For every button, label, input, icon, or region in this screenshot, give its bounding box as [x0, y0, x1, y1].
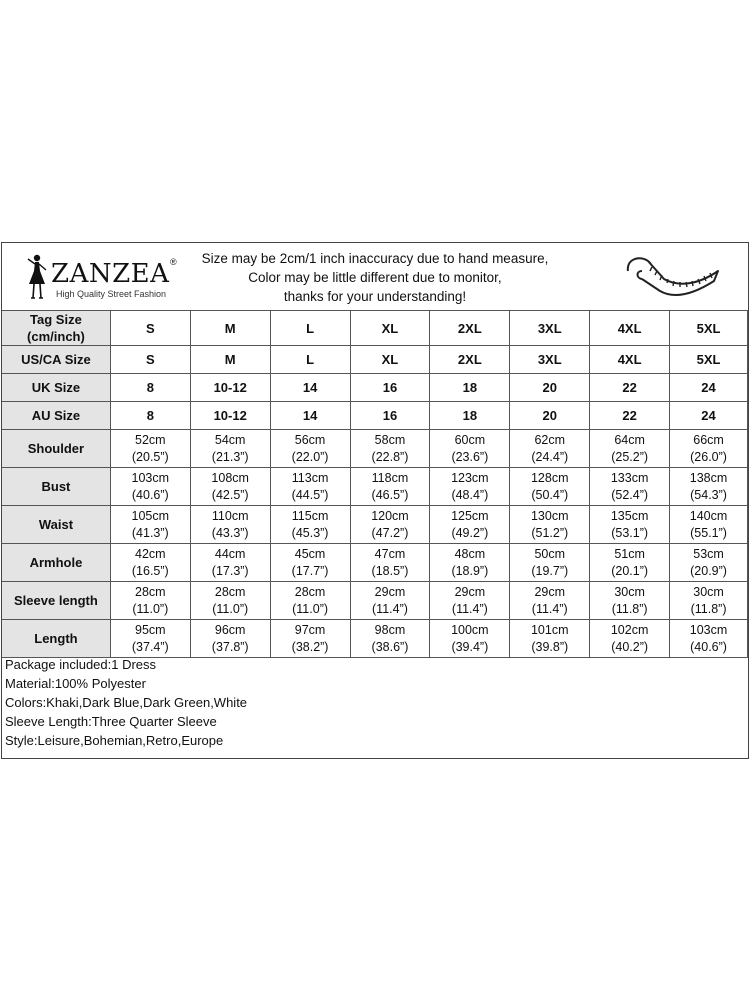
inch-value: (22.0”) [291, 449, 329, 464]
size-cell: XL [350, 346, 430, 374]
inch-value: (41.3”) [131, 525, 169, 540]
size-chart [1, 242, 749, 759]
disclaimer-notes [190, 249, 560, 306]
cm-value: 110cm [211, 508, 249, 523]
inch-value: (25.2”) [611, 449, 649, 464]
cm-value: 29cm [534, 584, 566, 599]
armhole-row [2, 544, 748, 582]
measure-cell [110, 620, 190, 658]
measure-cell [190, 430, 270, 468]
tag-size-row [2, 311, 748, 346]
cm-value: 98cm [374, 622, 406, 637]
measure-cell [350, 506, 430, 544]
cm-value: 30cm [693, 584, 724, 599]
inch-value: (48.4”) [451, 487, 489, 502]
info-line: Colors:Khaki,Dark Blue,Dark Green,White [5, 695, 248, 710]
measure-cell [590, 544, 670, 582]
tag-size-cell: XL [350, 311, 430, 346]
inch-value: (40.6”) [131, 487, 169, 502]
inch-value: (19.7”) [531, 563, 569, 578]
cm-value: 58cm [374, 432, 406, 447]
measure-cell [270, 620, 350, 658]
cm-value: 128cm [530, 470, 569, 485]
cm-value: 50cm [534, 546, 566, 561]
cm-value: 102cm [610, 622, 649, 637]
size-cell: 24 [670, 374, 748, 402]
inch-value: (11.4”) [372, 601, 408, 616]
tag-size-cell: 5XL [670, 311, 748, 346]
row-label: Waist [2, 506, 110, 544]
inch-value: (37.8”) [211, 639, 249, 654]
size-cell: 14 [270, 402, 350, 430]
measure-cell [430, 582, 510, 620]
measure-cell [190, 582, 270, 620]
cm-value: 62cm [534, 432, 566, 447]
size-cell: 8 [110, 402, 190, 430]
size-cell: 8 [110, 374, 190, 402]
measure-cell [190, 544, 270, 582]
size-cell: 14 [270, 374, 350, 402]
measure-cell [590, 620, 670, 658]
measure-cell [350, 620, 430, 658]
cm-value: 105cm [131, 508, 170, 523]
size-cell: 2XL [430, 346, 510, 374]
info-line: Sleeve Length:Three Quarter Sleeve [5, 714, 217, 729]
row-label: Sleeve length [2, 582, 110, 620]
inch-value: (26.0”) [690, 449, 727, 464]
row-label: Length [2, 620, 110, 658]
measure-cell [110, 544, 190, 582]
inch-value: (11.8”) [611, 601, 648, 616]
row-label: Bust [2, 468, 110, 506]
measure-cell [670, 468, 748, 506]
measure-cell [190, 620, 270, 658]
bust-row [2, 468, 748, 506]
cm-value: 47cm [374, 546, 406, 561]
size-cell: 10-12 [190, 374, 270, 402]
measure-cell [670, 506, 748, 544]
measure-cell [110, 430, 190, 468]
inch-value: (22.8”) [371, 449, 409, 464]
inch-value: (47.2”) [371, 525, 409, 540]
measure-cell [190, 506, 270, 544]
sleeve-length-row [2, 582, 748, 620]
size-cell: 4XL [590, 346, 670, 374]
tag-size-cell: S [110, 311, 190, 346]
measure-cell [590, 582, 670, 620]
cm-value: 103cm [131, 470, 170, 485]
cm-value: 101cm [530, 622, 569, 637]
measure-cell [590, 430, 670, 468]
waist-row [2, 506, 748, 544]
measure-cell [510, 544, 590, 582]
measure-cell [670, 620, 748, 658]
size-cell: 18 [430, 374, 510, 402]
cm-value: 133cm [610, 470, 649, 485]
size-table [2, 310, 748, 658]
inch-value: (18.5”) [371, 563, 409, 578]
inch-value: (45.3”) [291, 525, 329, 540]
measure-cell [510, 620, 590, 658]
inch-value: (44.5”) [291, 487, 329, 502]
measure-cell [590, 506, 670, 544]
tag-size-cell: 3XL [510, 311, 590, 346]
row-label: US/CA Size [2, 346, 110, 374]
inch-value: (24.4”) [531, 449, 569, 464]
inch-value: (51.2”) [531, 525, 569, 540]
inch-value: (18.9”) [451, 563, 489, 578]
measure-cell [430, 620, 510, 658]
cm-value: 29cm [454, 584, 486, 599]
tag-size-cell: 4XL [590, 311, 670, 346]
cm-value: 95cm [135, 622, 166, 637]
cm-value: 118cm [371, 470, 409, 485]
inch-value: (46.5”) [371, 487, 409, 502]
info-line: Material:100% Polyester [5, 676, 146, 691]
cm-value: 96cm [214, 622, 246, 637]
cm-value: 135cm [610, 508, 649, 523]
cm-value: 29cm [374, 584, 406, 599]
row-label: AU Size [2, 402, 110, 430]
brand-tagline: High Quality Street Fashion [56, 289, 167, 299]
measure-cell [510, 582, 590, 620]
inch-value: (11.0”) [292, 601, 329, 616]
measure-cell [510, 506, 590, 544]
cm-value: 51cm [614, 546, 645, 561]
inch-value: (11.8”) [690, 601, 727, 616]
size-cell: S [110, 346, 190, 374]
inch-value: (38.2”) [291, 639, 329, 654]
tag-size-label [2, 311, 110, 346]
inch-value: (21.3”) [211, 449, 249, 464]
size-cell: M [190, 346, 270, 374]
inch-value: (23.6”) [451, 449, 489, 464]
measure-cell [270, 468, 350, 506]
cm-value: 56cm [294, 432, 326, 447]
measure-cell [350, 430, 430, 468]
measure-cell [670, 430, 748, 468]
cm-value: 115cm [291, 508, 329, 523]
inch-value: (50.4”) [531, 487, 569, 502]
inch-value: (11.0”) [132, 601, 169, 616]
cm-value: 140cm [689, 508, 728, 523]
us-ca-size-row [2, 346, 748, 374]
inch-value: (20.9”) [690, 563, 727, 578]
cm-value: 60cm [454, 432, 486, 447]
inch-value: (17.3”) [211, 563, 249, 578]
measure-cell [350, 468, 430, 506]
measure-cell [510, 468, 590, 506]
note-line: thanks for your understanding! [283, 289, 467, 304]
product-info [2, 655, 748, 750]
size-cell: 3XL [510, 346, 590, 374]
row-label: UK Size [2, 374, 110, 402]
inch-value: (40.2”) [611, 639, 649, 654]
registered-mark: ® [170, 257, 177, 267]
inch-value: (53.1”) [611, 525, 649, 540]
inch-value: (17.7”) [291, 563, 329, 578]
measure-cell [350, 544, 430, 582]
measure-cell [670, 544, 748, 582]
inch-value: (49.2”) [451, 525, 489, 540]
cm-value: 108cm [211, 470, 249, 485]
tag-size-cell: L [270, 311, 350, 346]
size-cell: 10-12 [190, 402, 270, 430]
inch-value: (20.5”) [131, 449, 169, 464]
measure-cell [270, 544, 350, 582]
measure-cell [110, 468, 190, 506]
brand-name: ZANZEA [51, 259, 170, 289]
uk-size-row [2, 374, 748, 402]
inch-value: (54.3”) [690, 487, 727, 502]
row-label: Armhole [2, 544, 110, 582]
cm-value: 45cm [294, 546, 326, 561]
measure-cell [190, 468, 270, 506]
measure-cell [670, 582, 748, 620]
cm-value: 123cm [451, 470, 489, 485]
tag-size-label-line: (cm/inch) [27, 329, 85, 344]
measure-cell [270, 506, 350, 544]
brand-logo [24, 253, 184, 303]
inch-value: (11.4”) [531, 601, 568, 616]
measure-cell [270, 582, 350, 620]
inch-value: (43.3”) [211, 525, 249, 540]
inch-value: (16.5”) [131, 563, 169, 578]
measure-cell [350, 582, 430, 620]
inch-value: (40.6”) [690, 639, 727, 654]
size-cell: 24 [670, 402, 748, 430]
measure-cell [270, 430, 350, 468]
info-line: Style:Leisure,Bohemian,Retro,Europe [5, 733, 224, 748]
cm-value: 113cm [291, 470, 329, 485]
row-label: Shoulder [2, 430, 110, 468]
cm-value: 97cm [294, 622, 326, 637]
cm-value: 64cm [614, 432, 645, 447]
measure-cell [510, 430, 590, 468]
size-cell: 20 [510, 402, 590, 430]
cm-value: 44cm [214, 546, 246, 561]
measure-cell [430, 468, 510, 506]
measure-cell [430, 544, 510, 582]
measure-cell [430, 506, 510, 544]
size-cell: 16 [350, 374, 430, 402]
inch-value: (42.5”) [211, 487, 249, 502]
cm-value: 53cm [693, 546, 724, 561]
size-cell: 20 [510, 374, 590, 402]
inch-value: (37.4”) [131, 639, 169, 654]
size-cell: 22 [590, 374, 670, 402]
measure-cell [430, 430, 510, 468]
cm-value: 130cm [530, 508, 569, 523]
cm-value: 120cm [371, 508, 409, 523]
tag-size-cell: M [190, 311, 270, 346]
shoulder-row [2, 430, 748, 468]
cm-value: 125cm [451, 508, 489, 523]
measuring-tape-icon [622, 251, 722, 305]
inch-value: (11.0”) [212, 601, 249, 616]
inch-value: (39.4”) [451, 639, 489, 654]
measure-cell [110, 582, 190, 620]
size-cell: 16 [350, 402, 430, 430]
cm-value: 66cm [693, 432, 724, 447]
inch-value: (39.8”) [531, 639, 569, 654]
inch-value: (55.1”) [690, 525, 727, 540]
size-cell: L [270, 346, 350, 374]
cm-value: 54cm [214, 432, 246, 447]
size-cell: 22 [590, 402, 670, 430]
woman-silhouette-icon [24, 253, 50, 303]
cm-value: 28cm [214, 584, 246, 599]
note-line: Size may be 2cm/1 inch inaccuracy due to hand measure, [201, 251, 549, 266]
measure-cell [590, 468, 670, 506]
info-line: Package included:1 Dress [5, 657, 157, 672]
inch-value: (38.6”) [371, 639, 409, 654]
cm-value: 28cm [294, 584, 326, 599]
measure-cell [110, 506, 190, 544]
inch-value: (11.4”) [451, 601, 488, 616]
note-line: Color may be little different due to monitor, [248, 270, 502, 285]
size-cell: 5XL [670, 346, 748, 374]
cm-value: 100cm [451, 622, 489, 637]
tag-size-cell: 2XL [430, 311, 510, 346]
inch-value: (20.1”) [611, 563, 649, 578]
length-row [2, 620, 748, 658]
chart-header [2, 243, 748, 311]
size-cell: 18 [430, 402, 510, 430]
cm-value: 138cm [689, 470, 728, 485]
cm-value: 28cm [135, 584, 166, 599]
cm-value: 30cm [614, 584, 645, 599]
cm-value: 42cm [135, 546, 166, 561]
au-size-row [2, 402, 748, 430]
cm-value: 52cm [135, 432, 166, 447]
inch-value: (52.4”) [611, 487, 649, 502]
cm-value: 103cm [689, 622, 728, 637]
tag-size-label-line: Tag Size [30, 312, 82, 327]
cm-value: 48cm [454, 546, 486, 561]
